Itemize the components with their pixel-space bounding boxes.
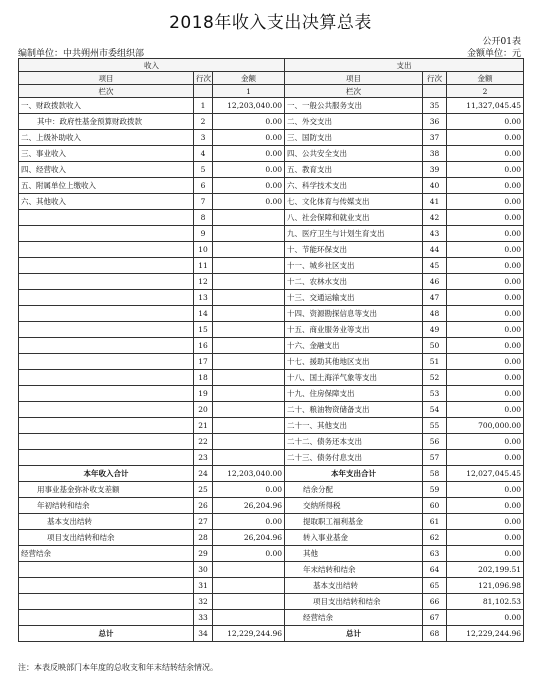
income-row-no: 3 (194, 130, 213, 146)
expense-row-no: 49 (423, 322, 447, 338)
income-item: 五、附属单位上缴收入 (19, 178, 194, 194)
expense-row-no: 51 (423, 354, 447, 370)
expense-item: 基本支出结转 (285, 578, 423, 594)
income-item (19, 354, 194, 370)
expense-row-no: 56 (423, 434, 447, 450)
income-item: 年初结转和结余 (19, 498, 194, 514)
col-label: 栏次 (285, 85, 423, 98)
expense-item: 九、医疗卫生与计划生育支出 (285, 226, 423, 242)
expense-item: 七、文化体育与传媒支出 (285, 194, 423, 210)
income-row-no: 29 (194, 546, 213, 562)
expense-amount: 81,102.53 (447, 594, 524, 610)
expense-row-no: 64 (423, 562, 447, 578)
expense-amount: 0.00 (447, 450, 524, 466)
col-no-income: 1 (213, 85, 285, 98)
income-amount (213, 418, 285, 434)
blank-cell (423, 85, 447, 98)
income-item: 本年收入合计 (19, 466, 194, 482)
header-amount: 金额 (213, 72, 285, 85)
expense-item: 二、外交支出 (285, 114, 423, 130)
income-item: 一、财政拨款收入 (19, 98, 194, 114)
table-row (19, 418, 524, 434)
expense-row-no: 45 (423, 258, 447, 274)
table-row (19, 290, 524, 306)
table-row (19, 162, 524, 178)
income-amount (213, 274, 285, 290)
expense-amount: 0.00 (447, 354, 524, 370)
income-row-no: 19 (194, 386, 213, 402)
table-row (19, 274, 524, 290)
expense-item: 十三、交通运输支出 (285, 290, 423, 306)
table-row (19, 450, 524, 466)
expense-amount: 0.00 (447, 194, 524, 210)
table-row (19, 498, 524, 514)
expense-item: 四、公共安全支出 (285, 146, 423, 162)
income-amount: 12,229,244.96 (213, 626, 285, 642)
table-row (19, 514, 524, 530)
income-amount (213, 402, 285, 418)
income-row-no: 5 (194, 162, 213, 178)
expense-item: 总计 (285, 626, 423, 642)
table-row (19, 610, 524, 626)
expense-amount: 0.00 (447, 210, 524, 226)
table-row (19, 146, 524, 162)
expense-item: 年末结转和结余 (285, 562, 423, 578)
expense-amount: 12,027,045.45 (447, 466, 524, 482)
income-row-no: 16 (194, 338, 213, 354)
income-row-no: 12 (194, 274, 213, 290)
income-row-no: 1 (194, 98, 213, 114)
summary-table (18, 58, 524, 642)
header-row-no: 行次 (194, 72, 213, 85)
income-row-no: 2 (194, 114, 213, 130)
expense-amount: 0.00 (447, 610, 524, 626)
expense-row-no: 57 (423, 450, 447, 466)
form-number: 公开01表 (482, 37, 521, 47)
income-amount: 0.00 (213, 482, 285, 498)
expense-item: 提取职工福利基金 (285, 514, 423, 530)
expense-row-no: 67 (423, 610, 447, 626)
income-amount (213, 610, 285, 626)
income-item (19, 290, 194, 306)
expense-row-no: 63 (423, 546, 447, 562)
income-row-no: 30 (194, 562, 213, 578)
income-item (19, 210, 194, 226)
expense-amount: 0.00 (447, 306, 524, 322)
expense-amount: 0.00 (447, 338, 524, 354)
column-header-row (19, 72, 524, 85)
income-amount: 12,203,040.00 (213, 466, 285, 482)
table-row (19, 258, 524, 274)
table-row (19, 354, 524, 370)
income-amount: 0.00 (213, 546, 285, 562)
expense-amount: 700,000.00 (447, 418, 524, 434)
expense-row-no: 58 (423, 466, 447, 482)
income-row-no: 8 (194, 210, 213, 226)
expense-amount: 202,199.51 (447, 562, 524, 578)
expense-item: 一、一般公共服务支出 (285, 98, 423, 114)
income-item (19, 578, 194, 594)
table-row (19, 594, 524, 610)
expense-item: 转入事业基金 (285, 530, 423, 546)
expense-amount: 0.00 (447, 322, 524, 338)
expense-amount: 0.00 (447, 386, 524, 402)
table-row (19, 242, 524, 258)
expense-item: 十九、住房保障支出 (285, 386, 423, 402)
expense-item: 十四、资源勘探信息等支出 (285, 306, 423, 322)
expense-amount: 0.00 (447, 290, 524, 306)
income-row-no: 34 (194, 626, 213, 642)
section-header-row (19, 59, 524, 72)
table-row (19, 178, 524, 194)
table-row (19, 130, 524, 146)
expense-item: 二十一、其他支出 (285, 418, 423, 434)
income-item: 总计 (19, 626, 194, 642)
income-row-no: 25 (194, 482, 213, 498)
expense-item: 十五、商业服务业等支出 (285, 322, 423, 338)
expense-item: 十六、金融支出 (285, 338, 423, 354)
income-item (19, 418, 194, 434)
table-row (19, 434, 524, 450)
expense-item: 六、科学技术支出 (285, 178, 423, 194)
income-item: 基本支出结转 (19, 514, 194, 530)
expense-row-no: 39 (423, 162, 447, 178)
expense-item: 三、国防支出 (285, 130, 423, 146)
income-row-no: 32 (194, 594, 213, 610)
expense-row-no: 68 (423, 626, 447, 642)
expense-row-no: 40 (423, 178, 447, 194)
expense-item: 其他 (285, 546, 423, 562)
income-row-no: 20 (194, 402, 213, 418)
income-amount (213, 258, 285, 274)
table-row (19, 546, 524, 562)
expense-amount: 0.00 (447, 258, 524, 274)
income-amount: 26,204.96 (213, 530, 285, 546)
expense-amount: 12,229,244.96 (447, 626, 524, 642)
income-amount: 0.00 (213, 514, 285, 530)
expense-row-no: 55 (423, 418, 447, 434)
col-no-expense: 2 (447, 85, 524, 98)
expense-item: 十、节能环保支出 (285, 242, 423, 258)
income-row-no: 23 (194, 450, 213, 466)
expense-row-no: 65 (423, 578, 447, 594)
income-item (19, 226, 194, 242)
expense-row-no: 47 (423, 290, 447, 306)
income-amount: 0.00 (213, 194, 285, 210)
income-amount: 0.00 (213, 130, 285, 146)
expense-amount: 0.00 (447, 530, 524, 546)
income-amount: 0.00 (213, 178, 285, 194)
expense-amount: 0.00 (447, 482, 524, 498)
income-row-no: 26 (194, 498, 213, 514)
expense-row-no: 52 (423, 370, 447, 386)
income-row-no: 11 (194, 258, 213, 274)
expense-item: 项目支出结转和结余 (285, 594, 423, 610)
table-row (19, 578, 524, 594)
table-row (19, 482, 524, 498)
table-row (19, 466, 524, 482)
income-row-no: 6 (194, 178, 213, 194)
income-amount: 26,204.96 (213, 498, 285, 514)
income-item (19, 402, 194, 418)
page-title: 2018年收入支出决算总表 (169, 13, 372, 33)
expense-amount: 0.00 (447, 146, 524, 162)
expense-row-no: 42 (423, 210, 447, 226)
income-row-no: 27 (194, 514, 213, 530)
income-amount (213, 242, 285, 258)
income-item (19, 562, 194, 578)
reporting-unit: 编制单位：中共朔州市委组织部 (18, 49, 145, 59)
expense-row-no: 54 (423, 402, 447, 418)
income-row-no: 17 (194, 354, 213, 370)
income-item: 项目支出结转和结余 (19, 530, 194, 546)
expense-amount: 0.00 (447, 402, 524, 418)
income-item: 四、经营收入 (19, 162, 194, 178)
income-amount (213, 210, 285, 226)
expense-row-no: 53 (423, 386, 447, 402)
income-amount: 0.00 (213, 162, 285, 178)
expense-row-no: 35 (423, 98, 447, 114)
income-amount (213, 306, 285, 322)
expense-row-no: 48 (423, 306, 447, 322)
income-amount (213, 450, 285, 466)
expense-item: 二十、粮油物资储备支出 (285, 402, 423, 418)
table-row (19, 322, 524, 338)
expense-item: 经营结余 (285, 610, 423, 626)
income-item (19, 610, 194, 626)
header-item: 项目 (19, 72, 194, 85)
income-item (19, 594, 194, 610)
income-item (19, 386, 194, 402)
header-item: 项目 (285, 72, 423, 85)
income-amount (213, 290, 285, 306)
expense-item: 本年支出合计 (285, 466, 423, 482)
income-row-no: 21 (194, 418, 213, 434)
expense-row-no: 66 (423, 594, 447, 610)
income-row-no: 31 (194, 578, 213, 594)
expense-row-no: 59 (423, 482, 447, 498)
income-row-no: 9 (194, 226, 213, 242)
expense-item: 二十二、债务还本支出 (285, 434, 423, 450)
expense-row-no: 41 (423, 194, 447, 210)
expense-amount: 0.00 (447, 114, 524, 130)
blank-cell (194, 85, 213, 98)
income-row-no: 13 (194, 290, 213, 306)
amount-unit: 金额单位：元 (466, 49, 521, 59)
income-item: 其中：政府性基金预算财政拨款 (19, 114, 194, 130)
table-row (19, 338, 524, 354)
expense-row-no: 50 (423, 338, 447, 354)
income-amount: 0.00 (213, 146, 285, 162)
expense-row-no: 61 (423, 514, 447, 530)
expense-item: 八、社会保障和就业支出 (285, 210, 423, 226)
table-row (19, 562, 524, 578)
income-amount (213, 370, 285, 386)
expense-row-no: 38 (423, 146, 447, 162)
table-body (19, 59, 524, 642)
income-amount (213, 578, 285, 594)
expense-amount: 0.00 (447, 226, 524, 242)
expense-item: 五、教育支出 (285, 162, 423, 178)
expense-row-no: 36 (423, 114, 447, 130)
table-row (19, 402, 524, 418)
income-row-no: 33 (194, 610, 213, 626)
expense-amount: 0.00 (447, 434, 524, 450)
table-row (19, 530, 524, 546)
income-row-no: 18 (194, 370, 213, 386)
income-item (19, 322, 194, 338)
income-amount: 12,203,040.00 (213, 98, 285, 114)
income-item (19, 242, 194, 258)
income-item: 六、其他收入 (19, 194, 194, 210)
expense-amount: 0.00 (447, 370, 524, 386)
table-row (19, 306, 524, 322)
expense-amount: 0.00 (447, 178, 524, 194)
expense-amount: 0.00 (447, 498, 524, 514)
expense-row-no: 46 (423, 274, 447, 290)
expense-amount: 0.00 (447, 130, 524, 146)
income-row-no: 28 (194, 530, 213, 546)
expense-row-no: 43 (423, 226, 447, 242)
income-row-no: 10 (194, 242, 213, 258)
income-row-no: 15 (194, 322, 213, 338)
table-row (19, 194, 524, 210)
footnote: 注：本表反映部门本年度的总收支和年末结转结余情况。 (18, 663, 218, 672)
income-item (19, 258, 194, 274)
table-row (19, 386, 524, 402)
expense-item: 二十三、债务付息支出 (285, 450, 423, 466)
expense-item: 结余分配 (285, 482, 423, 498)
income-amount (213, 594, 285, 610)
expense-amount: 0.00 (447, 242, 524, 258)
income-row-no: 7 (194, 194, 213, 210)
income-item (19, 450, 194, 466)
header-amount: 金额 (447, 72, 524, 85)
income-item (19, 274, 194, 290)
income-amount (213, 354, 285, 370)
income-amount (213, 338, 285, 354)
income-item (19, 370, 194, 386)
income-amount (213, 434, 285, 450)
expense-item: 十一、城乡社区支出 (285, 258, 423, 274)
expense-item: 十七、援助其他地区支出 (285, 354, 423, 370)
income-item (19, 338, 194, 354)
income-row-no: 24 (194, 466, 213, 482)
section-expense: 支出 (285, 59, 524, 72)
income-item (19, 434, 194, 450)
income-item: 经营结余 (19, 546, 194, 562)
income-amount: 0.00 (213, 114, 285, 130)
expense-row-no: 44 (423, 242, 447, 258)
income-amount (213, 562, 285, 578)
expense-amount: 0.00 (447, 274, 524, 290)
income-amount (213, 386, 285, 402)
column-index-row (19, 85, 524, 98)
income-item: 二、上级补助收入 (19, 130, 194, 146)
expense-amount: 121,096.98 (447, 578, 524, 594)
income-row-no: 4 (194, 146, 213, 162)
expense-item: 交纳所得税 (285, 498, 423, 514)
income-amount (213, 226, 285, 242)
section-income: 收入 (19, 59, 285, 72)
expense-amount: 11,327,045.45 (447, 98, 524, 114)
header-row-no: 行次 (423, 72, 447, 85)
table-row (19, 210, 524, 226)
table-row (19, 114, 524, 130)
expense-row-no: 37 (423, 130, 447, 146)
col-label: 栏次 (19, 85, 194, 98)
table-row (19, 370, 524, 386)
expense-amount: 0.00 (447, 162, 524, 178)
table-row (19, 98, 524, 114)
expense-row-no: 60 (423, 498, 447, 514)
expense-item: 十八、国土海洋气象等支出 (285, 370, 423, 386)
income-row-no: 22 (194, 434, 213, 450)
table-row (19, 226, 524, 242)
income-item (19, 306, 194, 322)
expense-amount: 0.00 (447, 514, 524, 530)
expense-item: 十二、农林水支出 (285, 274, 423, 290)
expense-amount: 0.00 (447, 546, 524, 562)
income-item: 三、事业收入 (19, 146, 194, 162)
expense-row-no: 62 (423, 530, 447, 546)
table-row (19, 626, 524, 642)
income-amount (213, 322, 285, 338)
income-item: 用事业基金弥补收支差额 (19, 482, 194, 498)
income-row-no: 14 (194, 306, 213, 322)
